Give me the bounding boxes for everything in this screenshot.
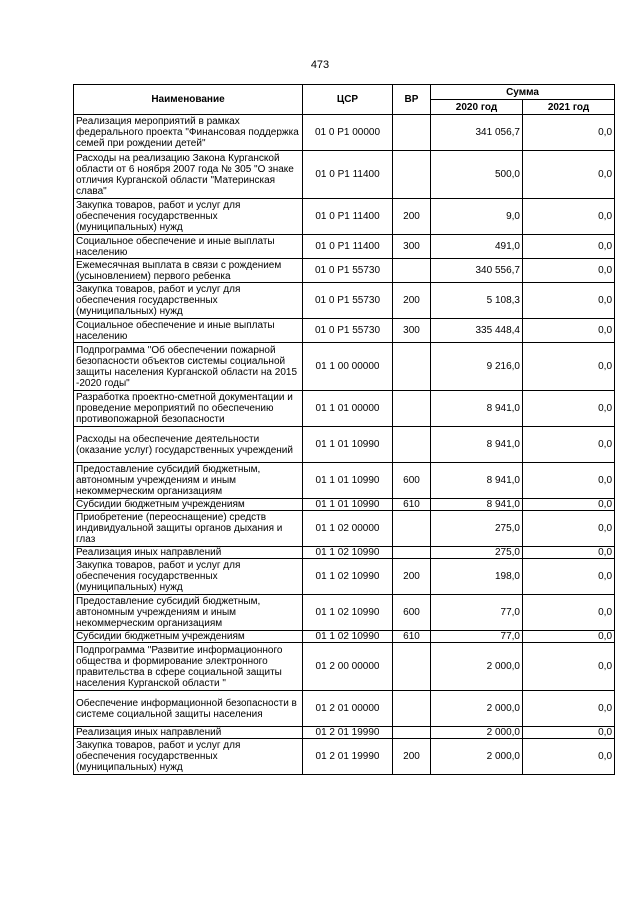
row-name: Реализация мероприятий в рамках федерального проекта "Финансовая поддержка семей при рождении детей" xyxy=(74,115,303,151)
row-csr: 01 2 01 19990 xyxy=(303,727,393,739)
row-sum-2020: 8 941,0 xyxy=(431,391,523,427)
row-vr xyxy=(393,691,431,727)
row-vr xyxy=(393,115,431,151)
row-sum-2020: 9,0 xyxy=(431,199,523,235)
row-sum-2021: 0,0 xyxy=(523,631,615,643)
table-row xyxy=(74,199,615,235)
row-vr: 600 xyxy=(393,595,431,631)
row-sum-2020: 500,0 xyxy=(431,151,523,199)
row-sum-2021: 0,0 xyxy=(523,595,615,631)
row-vr: 200 xyxy=(393,739,431,775)
row-csr: 01 1 00 00000 xyxy=(303,343,393,391)
row-sum-2021: 0,0 xyxy=(523,283,615,319)
row-sum-2021: 0,0 xyxy=(523,727,615,739)
row-name: Разработка проектно-сметной документации и проведение мероприятий по обеспечению противопожарной безопасности xyxy=(74,391,303,427)
row-name: Реализация иных направлений xyxy=(74,727,303,739)
row-vr xyxy=(393,259,431,283)
row-vr: 200 xyxy=(393,559,431,595)
table-row xyxy=(74,727,615,739)
row-csr: 01 1 02 00000 xyxy=(303,511,393,547)
table-row xyxy=(74,559,615,595)
row-sum-2020: 2 000,0 xyxy=(431,643,523,691)
row-name: Расходы на реализацию Закона Курганской области от 6 ноября 2007 года № 305 "О знаке отличия Курганской области "Материнская слава" xyxy=(74,151,303,199)
row-vr: 300 xyxy=(393,319,431,343)
row-sum-2021: 0,0 xyxy=(523,151,615,199)
row-sum-2020: 8 941,0 xyxy=(431,427,523,463)
table-row xyxy=(74,499,615,511)
row-csr: 01 0 P1 11400 xyxy=(303,199,393,235)
table-row xyxy=(74,259,615,283)
table-row xyxy=(74,691,615,727)
row-sum-2020: 341 056,7 xyxy=(431,115,523,151)
table-header xyxy=(74,85,615,115)
row-sum-2020: 2 000,0 xyxy=(431,739,523,775)
row-csr: 01 0 P1 00000 xyxy=(303,115,393,151)
table-row xyxy=(74,319,615,343)
table-row xyxy=(74,391,615,427)
row-csr: 01 1 02 10990 xyxy=(303,595,393,631)
row-name: Закупка товаров, работ и услуг для обеспечения государственных (муниципальных) нужд xyxy=(74,559,303,595)
row-name: Приобретение (переоснащение) средств индивидуальной защиты органов дыхания и глаз xyxy=(74,511,303,547)
row-name: Социальное обеспечение и иные выплаты населению xyxy=(74,235,303,259)
row-csr: 01 1 01 10990 xyxy=(303,427,393,463)
table-row xyxy=(74,643,615,691)
row-csr: 01 0 P1 55730 xyxy=(303,283,393,319)
header-name: Наименование xyxy=(74,85,303,115)
row-vr: 200 xyxy=(393,283,431,319)
table-row xyxy=(74,739,615,775)
row-csr: 01 1 01 00000 xyxy=(303,391,393,427)
page-number: 473 xyxy=(310,59,330,71)
row-name: Закупка товаров, работ и услуг для обеспечения государственных (муниципальных) нужд xyxy=(74,739,303,775)
row-sum-2020: 275,0 xyxy=(431,511,523,547)
row-vr: 610 xyxy=(393,499,431,511)
row-csr: 01 1 02 10990 xyxy=(303,547,393,559)
row-sum-2021: 0,0 xyxy=(523,343,615,391)
row-vr: 200 xyxy=(393,199,431,235)
table-row xyxy=(74,463,615,499)
row-sum-2020: 198,0 xyxy=(431,559,523,595)
row-sum-2020: 5 108,3 xyxy=(431,283,523,319)
row-sum-2020: 77,0 xyxy=(431,631,523,643)
budget-table xyxy=(73,84,615,775)
row-vr xyxy=(393,427,431,463)
row-name: Закупка товаров, работ и услуг для обеспечения государственных (муниципальных) нужд xyxy=(74,199,303,235)
row-sum-2020: 9 216,0 xyxy=(431,343,523,391)
row-name: Предоставление субсидий бюджетным, автономным учреждениям и иным некоммерческим организациям xyxy=(74,463,303,499)
table-row xyxy=(74,115,615,151)
row-csr: 01 0 P1 55730 xyxy=(303,259,393,283)
header-vr: ВР xyxy=(393,85,431,115)
row-sum-2021: 0,0 xyxy=(523,499,615,511)
row-sum-2020: 335 448,4 xyxy=(431,319,523,343)
row-vr xyxy=(393,727,431,739)
row-vr: 600 xyxy=(393,463,431,499)
row-sum-2020: 491,0 xyxy=(431,235,523,259)
row-name: Подпрограмма "Развитие информационного общества и формирование электронного правительства в сфере социальной защиты населения Курганской области " xyxy=(74,643,303,691)
row-csr: 01 2 00 00000 xyxy=(303,643,393,691)
row-csr: 01 2 01 00000 xyxy=(303,691,393,727)
table-row xyxy=(74,151,615,199)
table-row xyxy=(74,631,615,643)
row-sum-2021: 0,0 xyxy=(523,115,615,151)
row-sum-2020: 77,0 xyxy=(431,595,523,631)
row-name: Подпрограмма "Об обеспечении пожарной безопасности объектов системы социальной защиты населения Курганской области на 2015 -2020 годы" xyxy=(74,343,303,391)
row-name: Предоставление субсидий бюджетным, автономным учреждениям и иным некоммерческим организациям xyxy=(74,595,303,631)
row-sum-2021: 0,0 xyxy=(523,235,615,259)
row-name: Субсидии бюджетным учреждениям xyxy=(74,631,303,643)
row-vr xyxy=(393,151,431,199)
row-sum-2020: 340 556,7 xyxy=(431,259,523,283)
row-sum-2021: 0,0 xyxy=(523,691,615,727)
header-year-2020: 2020 год xyxy=(431,100,523,115)
header-year-2021: 2021 год xyxy=(523,100,615,115)
row-csr: 01 1 02 10990 xyxy=(303,559,393,595)
row-name: Ежемесячная выплата в связи с рождением (усыновлением) первого ребенка xyxy=(74,259,303,283)
row-csr: 01 0 P1 11400 xyxy=(303,235,393,259)
row-vr xyxy=(393,343,431,391)
row-vr: 610 xyxy=(393,631,431,643)
table-row xyxy=(74,343,615,391)
table-row xyxy=(74,595,615,631)
row-sum-2021: 0,0 xyxy=(523,391,615,427)
row-sum-2021: 0,0 xyxy=(523,259,615,283)
row-csr: 01 0 P1 11400 xyxy=(303,151,393,199)
row-vr xyxy=(393,511,431,547)
header-sum: Сумма xyxy=(431,85,615,100)
table-row xyxy=(74,427,615,463)
row-sum-2021: 0,0 xyxy=(523,427,615,463)
row-csr: 01 1 01 10990 xyxy=(303,499,393,511)
row-name: Реализация иных направлений xyxy=(74,547,303,559)
row-sum-2020: 2 000,0 xyxy=(431,691,523,727)
row-sum-2021: 0,0 xyxy=(523,463,615,499)
header-csr: ЦСР xyxy=(303,85,393,115)
row-sum-2021: 0,0 xyxy=(523,559,615,595)
row-name: Закупка товаров, работ и услуг для обеспечения государственных (муниципальных) нужд xyxy=(74,283,303,319)
row-sum-2021: 0,0 xyxy=(523,319,615,343)
row-sum-2020: 275,0 xyxy=(431,547,523,559)
table-row xyxy=(74,511,615,547)
table-row xyxy=(74,235,615,259)
row-sum-2021: 0,0 xyxy=(523,199,615,235)
row-vr xyxy=(393,547,431,559)
table-body xyxy=(74,115,615,775)
row-vr xyxy=(393,643,431,691)
row-csr: 01 0 P1 55730 xyxy=(303,319,393,343)
row-sum-2021: 0,0 xyxy=(523,739,615,775)
row-sum-2020: 8 941,0 xyxy=(431,499,523,511)
row-csr: 01 1 01 10990 xyxy=(303,463,393,499)
row-sum-2021: 0,0 xyxy=(523,547,615,559)
row-sum-2020: 8 941,0 xyxy=(431,463,523,499)
row-name: Социальное обеспечение и иные выплаты населению xyxy=(74,319,303,343)
row-name: Обеспечение информационной безопасности в системе социальной защиты населения xyxy=(74,691,303,727)
row-csr: 01 2 01 19990 xyxy=(303,739,393,775)
row-sum-2021: 0,0 xyxy=(523,511,615,547)
row-name: Субсидии бюджетным учреждениям xyxy=(74,499,303,511)
row-vr: 300 xyxy=(393,235,431,259)
row-csr: 01 1 02 10990 xyxy=(303,631,393,643)
row-vr xyxy=(393,391,431,427)
row-name: Расходы на обеспечение деятельности (оказание услуг) государственных учреждений xyxy=(74,427,303,463)
row-sum-2020: 2 000,0 xyxy=(431,727,523,739)
table-row xyxy=(74,283,615,319)
row-sum-2021: 0,0 xyxy=(523,643,615,691)
table-row xyxy=(74,547,615,559)
